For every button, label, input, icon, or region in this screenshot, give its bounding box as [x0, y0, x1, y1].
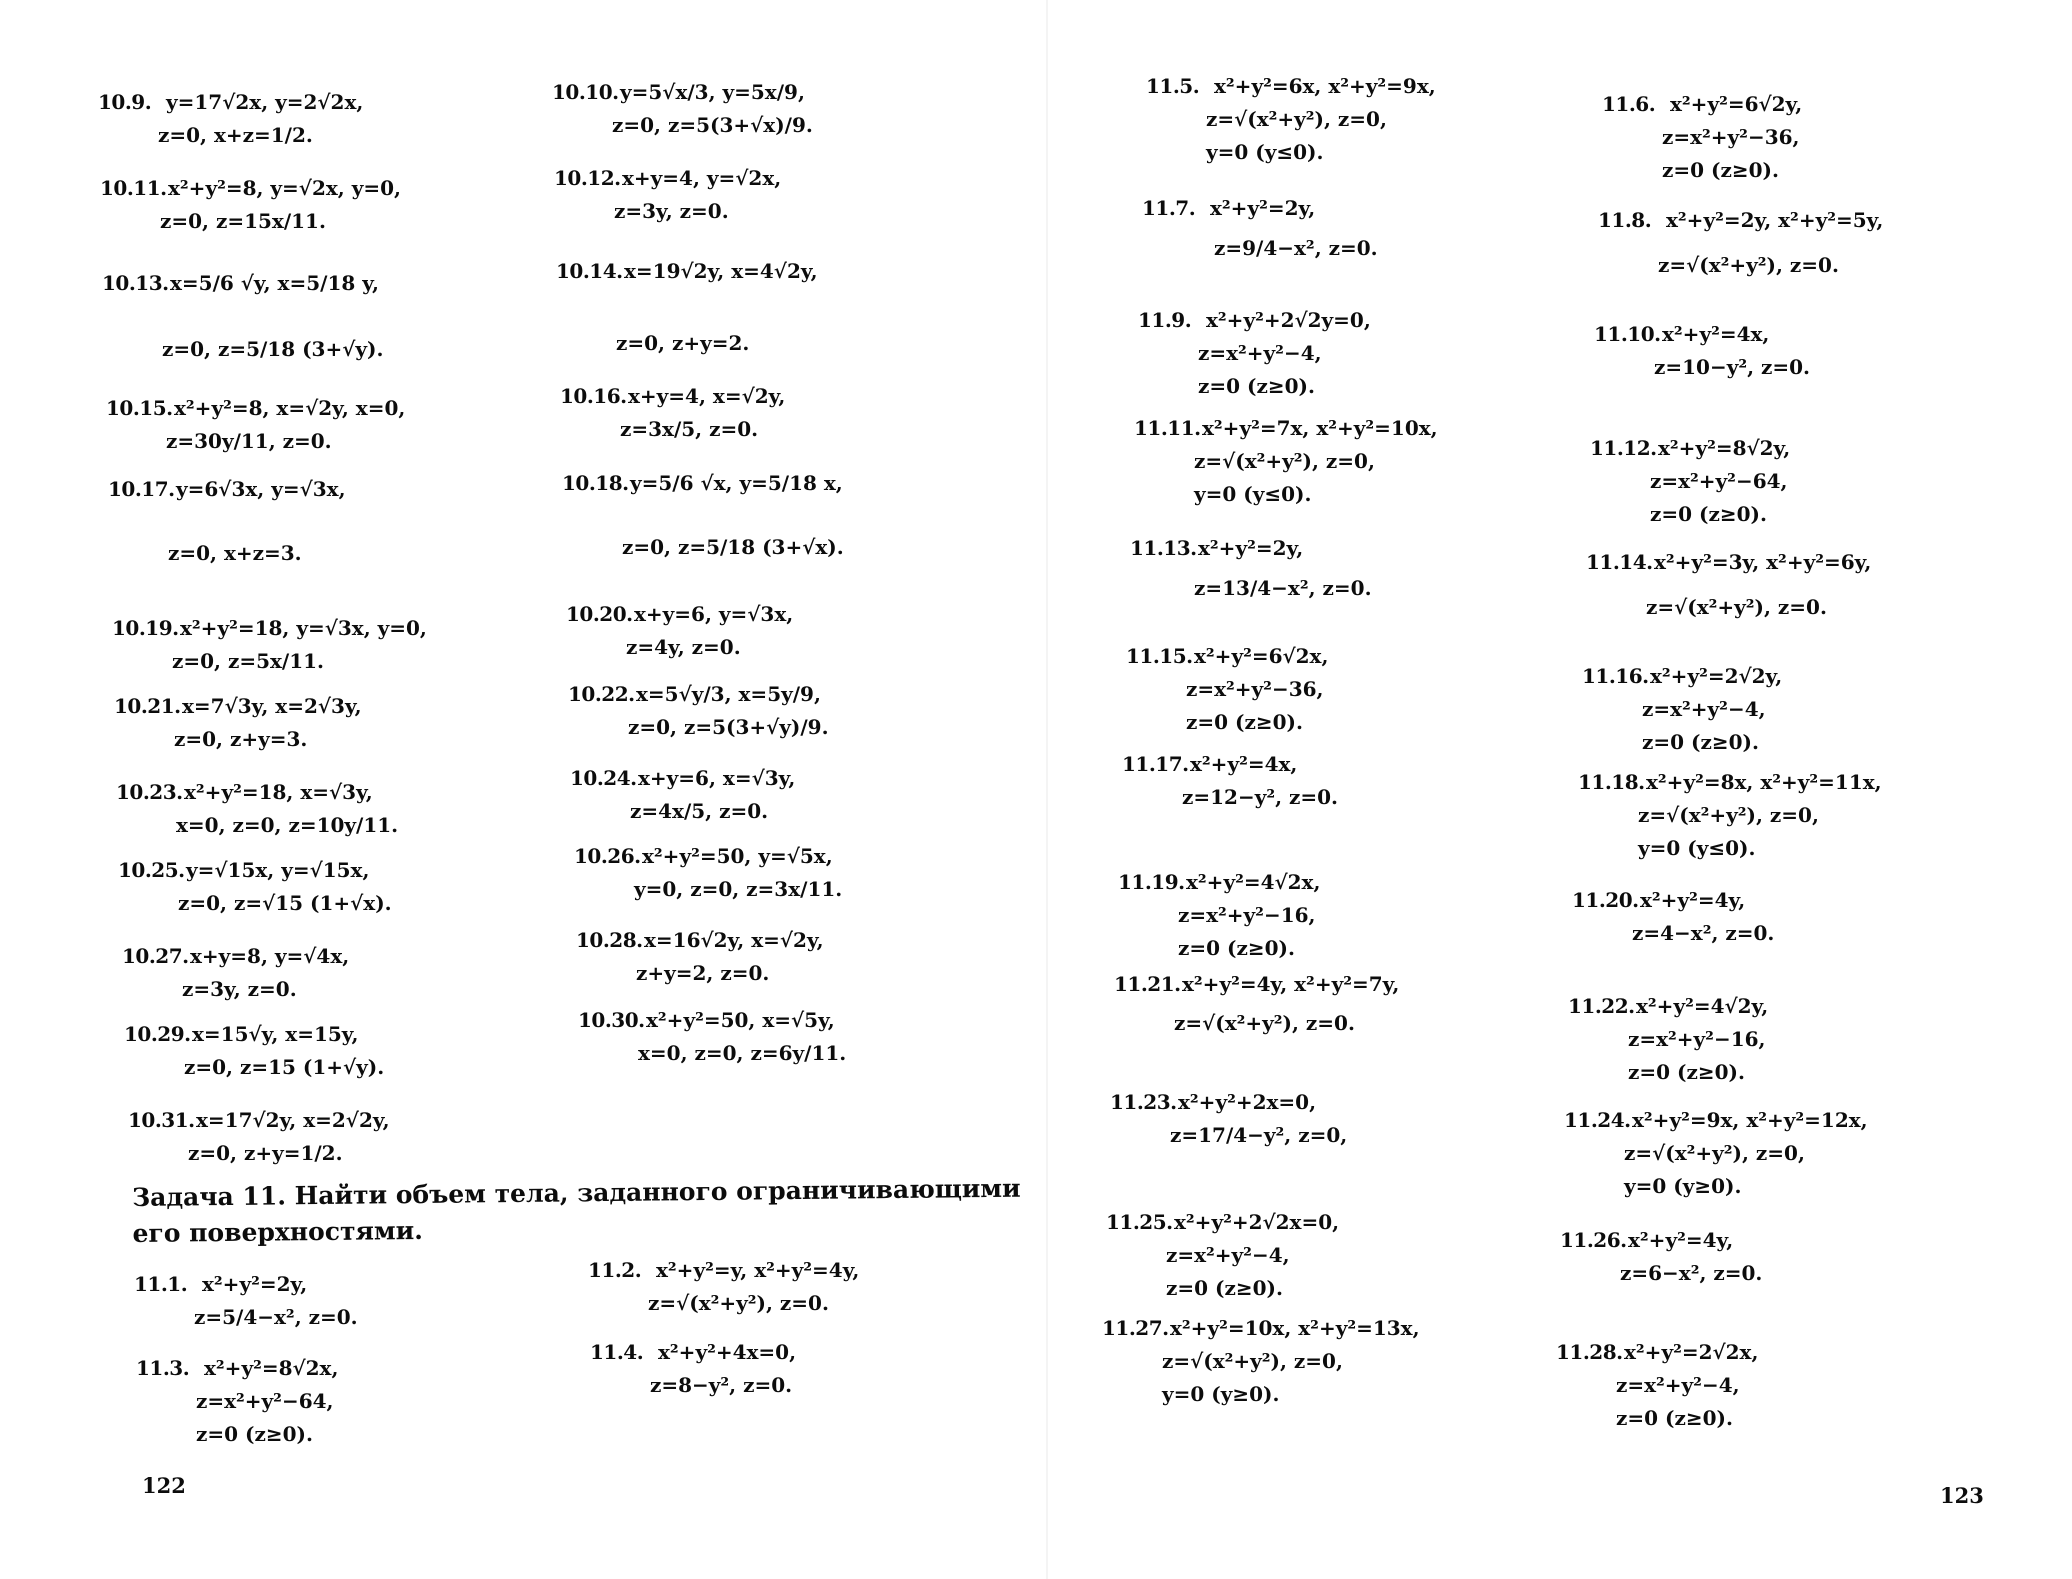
- problem-line: x=0, z=0, z=10y/11.: [176, 813, 399, 837]
- problem-line: z=x²+y²−36,: [1186, 677, 1324, 701]
- problem-number: 10.31.: [128, 1108, 195, 1132]
- problem-line: y=5√x/3, y=5x/9,: [620, 80, 805, 104]
- problem-line: x=19√2y, x=4√2y,: [624, 259, 818, 283]
- problem-10-15: [106, 392, 405, 458]
- page-number: 123: [1940, 1483, 1984, 1508]
- problem-line: z=0 (z≥0).: [196, 1422, 313, 1446]
- problem-line: z=4y, z=0.: [626, 635, 741, 659]
- problem-line: x²+y²=6√2y,: [1670, 92, 1803, 116]
- problem-line: z=0 (z≥0).: [1198, 374, 1315, 398]
- problem-number: 11.6.: [1602, 92, 1656, 116]
- problem-10-17: [108, 468, 346, 574]
- problem-11-17: [1122, 748, 1338, 814]
- problem-line: z=0, x+z=1/2.: [158, 123, 313, 147]
- problem-line: x²+y²=8, y=√2x, y=0,: [168, 176, 401, 200]
- problem-number: 10.19.: [112, 616, 179, 640]
- problem-11-10: [1594, 318, 1810, 384]
- problem-number: 10.26.: [574, 844, 641, 868]
- problem-line: z=0 (z≥0).: [1166, 1276, 1283, 1300]
- problem-line: z=√(x²+y²), z=0,: [1162, 1349, 1343, 1373]
- problem-11-20: [1572, 884, 1774, 950]
- problem-line: z=√(x²+y²), z=0.: [1646, 595, 1827, 619]
- problem-number: 10.25.: [118, 858, 185, 882]
- problem-11-25: [1106, 1206, 1339, 1305]
- problem-line: x²+y²+2√2y=0,: [1206, 308, 1371, 332]
- problem-number: 11.27.: [1102, 1316, 1169, 1340]
- problem-line: z=0 (z≥0).: [1662, 158, 1779, 182]
- problem-line: x²+y²+2√2x=0,: [1174, 1210, 1340, 1234]
- problem-10-23: [116, 776, 398, 842]
- problem-line: z=√(x²+y²), z=0,: [1638, 803, 1819, 827]
- problem-line: z=x²+y²−16,: [1178, 903, 1316, 927]
- problem-line: z=4−x², z=0.: [1632, 921, 1775, 945]
- problem-line: z=5/4−x², z=0.: [194, 1305, 358, 1329]
- problem-line: x²+y²=6√2x,: [1194, 644, 1329, 668]
- problem-line: x=15√y, x=15y,: [192, 1022, 359, 1046]
- problem-line: y=0 (y≥0).: [1624, 1174, 1742, 1198]
- problem-line: x²+y²=18, y=√3x, y=0,: [180, 616, 427, 640]
- problem-11-22: [1568, 990, 1768, 1089]
- problem-line: x²+y²=4y,: [1628, 1228, 1734, 1252]
- problem-line: x²+y²=3y, x²+y²=6y,: [1654, 550, 1872, 574]
- problem-line: y=6√3x, y=√3x,: [176, 477, 346, 501]
- problem-11-18: [1578, 766, 1882, 865]
- problem-10-12: [554, 162, 781, 228]
- right-page: [1050, 0, 2072, 1579]
- problem-line: x²+y²=18, x=√3y,: [184, 780, 373, 804]
- problem-line: y=0 (y≥0).: [1162, 1382, 1280, 1406]
- problem-number: 10.16.: [560, 384, 627, 408]
- problem-10-11: [100, 172, 401, 238]
- problem-number: 10.27.: [122, 944, 189, 968]
- problem-line: z=8−y², z=0.: [650, 1373, 793, 1397]
- problem-line: z=√(x²+y²), z=0,: [1206, 107, 1387, 131]
- problem-line: x+y=8, y=√4x,: [190, 944, 350, 968]
- problem-number: 11.19.: [1118, 870, 1185, 894]
- problem-number: 11.15.: [1126, 644, 1193, 668]
- problem-line: x=7√3y, x=2√3y,: [182, 694, 362, 718]
- problem-11-15: [1126, 640, 1328, 739]
- problem-line: z=0, z+y=3.: [174, 727, 308, 751]
- problem-number: 10.17.: [108, 477, 175, 501]
- problem-line: z=0 (z≥0).: [1642, 730, 1759, 754]
- problem-number: 11.28.: [1556, 1340, 1623, 1364]
- problem-line: z=0, z=5x/11.: [172, 649, 325, 673]
- problem-line: x²+y²=6x, x²+y²=9x,: [1214, 74, 1436, 98]
- problem-number: 11.11.: [1134, 416, 1201, 440]
- problem-11-26: [1560, 1224, 1762, 1290]
- problem-line: z=0, z=5/18 (3+√x).: [622, 535, 844, 559]
- problem-10-31: [128, 1104, 390, 1170]
- problem-line: z=√(x²+y²), z=0,: [1624, 1141, 1805, 1165]
- problem-line: x+y=4, y=√2x,: [622, 166, 782, 190]
- problem-line: x²+y²+4x=0,: [658, 1340, 797, 1364]
- problem-11-13: [1130, 528, 1372, 608]
- problem-11-9: [1138, 304, 1371, 403]
- problem-line: z=√(x²+y²), z=0,: [1194, 449, 1375, 473]
- problem-number: 11.7.: [1142, 196, 1196, 220]
- problem-11-14: [1586, 546, 1871, 624]
- problem-10-29: [124, 1018, 384, 1084]
- problem-line: x=16√2y, x=√2y,: [644, 928, 824, 952]
- problem-number: 11.21.: [1114, 972, 1181, 996]
- problem-line: x²+y²=8x, x²+y²=11x,: [1646, 770, 1882, 794]
- problem-number: 10.18.: [562, 471, 629, 495]
- problem-line: z=x²+y²−4,: [1166, 1243, 1290, 1267]
- problem-11-28: [1556, 1336, 1758, 1435]
- problem-line: z=x²+y²−64,: [196, 1389, 334, 1413]
- problem-number: 11.16.: [1582, 664, 1649, 688]
- problem-number: 11.12.: [1590, 436, 1657, 460]
- problem-number: 10.22.: [568, 682, 635, 706]
- problem-line: z=0 (z≥0).: [1186, 710, 1303, 734]
- problem-line: z=17/4−y², z=0,: [1170, 1123, 1348, 1147]
- problem-number: 10.14.: [556, 259, 623, 283]
- problem-10-20: [566, 598, 793, 664]
- problem-10-13: [102, 262, 383, 370]
- problem-line: y=0 (y≤0).: [1194, 482, 1312, 506]
- problem-line: x²+y²=4√2x,: [1186, 870, 1321, 894]
- problem-number: 11.25.: [1106, 1210, 1173, 1234]
- problem-line: x+y=4, x=√2y,: [628, 384, 786, 408]
- problem-number: 11.22.: [1568, 994, 1635, 1018]
- problem-11-11: [1134, 412, 1438, 511]
- problem-number: 10.21.: [114, 694, 181, 718]
- problem-11-3: [136, 1352, 338, 1451]
- problem-11-21: [1114, 968, 1399, 1040]
- problem-number: 10.11.: [100, 176, 167, 200]
- problem-line: z=x²+y²−4,: [1198, 341, 1322, 365]
- problem-line: z=13/4−x², z=0.: [1194, 576, 1372, 600]
- problem-10-9: [98, 86, 363, 152]
- problem-line: x²+y²=9x, x²+y²=12x,: [1632, 1108, 1868, 1132]
- problem-line: z=4x/5, z=0.: [630, 799, 769, 823]
- problem-line: z=0 (z≥0).: [1616, 1406, 1733, 1430]
- problem-line: x=17√2y, x=2√2y,: [196, 1108, 390, 1132]
- problem-line: z=10−y², z=0.: [1654, 355, 1811, 379]
- problem-line: x²+y²=8√2x,: [204, 1356, 339, 1380]
- problem-number: 11.10.: [1594, 322, 1661, 346]
- problem-11-5: [1146, 70, 1436, 169]
- problem-11-27: [1102, 1312, 1420, 1411]
- problem-10-10: [552, 76, 813, 142]
- problem-line: z=12−y², z=0.: [1182, 785, 1339, 809]
- problem-line: x²+y²=4y, x²+y²=7y,: [1182, 972, 1400, 996]
- problem-line: x²+y²=8, x=√2y, x=0,: [174, 396, 406, 420]
- problem-line: x²+y²=7x, x²+y²=10x,: [1202, 416, 1438, 440]
- problem-line: x²+y²=2y,: [202, 1272, 308, 1296]
- problem-line: z=0, z=5/18 (3+√y).: [162, 337, 384, 361]
- problem-line: z=0, z=5(3+√y)/9.: [628, 715, 829, 739]
- problem-number: 11.8.: [1598, 208, 1652, 232]
- problem-10-26: [574, 840, 842, 906]
- problem-line: x²+y²=4√2y,: [1636, 994, 1769, 1018]
- task-heading: Задача 11. Найти объем тела, заданного ограничивающими его поверхностями.: [132, 1173, 1021, 1248]
- problem-number: 10.13.: [102, 271, 169, 295]
- problem-11-23: [1110, 1086, 1347, 1152]
- problem-line: z=0, z+y=1/2.: [188, 1141, 343, 1165]
- problem-line: z=x²+y²−16,: [1628, 1027, 1766, 1051]
- problem-11-2: [588, 1254, 859, 1320]
- problem-line: y=17√2x, y=2√2x,: [166, 90, 364, 114]
- problem-number: 11.1.: [134, 1272, 188, 1296]
- problem-line: z=x²+y²−4,: [1616, 1373, 1740, 1397]
- problem-line: x²+y²=50, x=√5y,: [646, 1008, 835, 1032]
- problem-10-18: [562, 462, 844, 568]
- problem-line: z=30y/11, z=0.: [166, 429, 332, 453]
- problem-10-30: [578, 1004, 846, 1070]
- problem-10-24: [570, 762, 795, 828]
- problem-10-19: [112, 612, 427, 678]
- problem-number: 11.9.: [1138, 308, 1192, 332]
- problem-line: x²+y²=8√2y,: [1658, 436, 1791, 460]
- problem-line: z=x²+y²−36,: [1662, 125, 1800, 149]
- problem-number: 11.14.: [1586, 550, 1653, 574]
- problem-line: z=3y, z=0.: [182, 977, 297, 1001]
- problem-line: x=5√y/3, x=5y/9,: [636, 682, 821, 706]
- problem-line: z+y=2, z=0.: [636, 961, 770, 985]
- problem-line: x²+y²=10x, x²+y²=13x,: [1170, 1316, 1420, 1340]
- problem-line: y=0, z=0, z=3x/11.: [634, 877, 843, 901]
- problem-line: z=0 (z≥0).: [1650, 502, 1767, 526]
- problem-11-24: [1564, 1104, 1868, 1203]
- problem-number: 11.4.: [590, 1340, 644, 1364]
- problem-10-28: [576, 924, 824, 990]
- problem-line: x+y=6, y=√3x,: [634, 602, 794, 626]
- problem-line: z=0, z=√15 (1+√x).: [178, 891, 392, 915]
- problem-11-8: [1598, 204, 1883, 282]
- problem-number: 11.5.: [1146, 74, 1200, 98]
- problem-10-25: [118, 854, 392, 920]
- problem-number: 10.29.: [124, 1022, 191, 1046]
- problem-line: z=3y, z=0.: [614, 199, 729, 223]
- problem-number: 10.9.: [98, 90, 152, 114]
- problem-number: 11.23.: [1110, 1090, 1177, 1114]
- problem-number: 10.15.: [106, 396, 173, 420]
- problem-number: 11.2.: [588, 1258, 642, 1282]
- problem-number: 10.12.: [554, 166, 621, 190]
- problem-11-16: [1582, 660, 1782, 759]
- problem-line: x²+y²+2x=0,: [1178, 1090, 1317, 1114]
- problem-10-16: [560, 380, 785, 446]
- problem-line: x²+y²=2y, x²+y²=5y,: [1666, 208, 1884, 232]
- problem-number: 11.20.: [1572, 888, 1639, 912]
- problem-line: x²+y²=4x,: [1190, 752, 1298, 776]
- problem-number: 10.10.: [552, 80, 619, 104]
- problem-line: x²+y²=50, y=√5x,: [642, 844, 833, 868]
- problem-line: x²+y²=2√2x,: [1624, 1340, 1759, 1364]
- problem-number: 11.26.: [1560, 1228, 1627, 1252]
- problem-line: x²+y²=y, x²+y²=4y,: [656, 1258, 860, 1282]
- problem-line: z=x²+y²−64,: [1650, 469, 1788, 493]
- problem-10-14: [556, 250, 818, 364]
- problem-10-22: [568, 678, 829, 744]
- problem-number: 10.23.: [116, 780, 183, 804]
- problem-line: z=√(x²+y²), z=0.: [1174, 1011, 1355, 1035]
- problem-line: y=5/6 √x, y=5/18 x,: [630, 471, 843, 495]
- problem-line: x²+y²=2√2y,: [1650, 664, 1783, 688]
- problem-number: 10.24.: [570, 766, 637, 790]
- problem-11-19: [1118, 866, 1320, 965]
- problem-line: x²+y²=4x,: [1662, 322, 1770, 346]
- problem-line: x=5/6 √y, x=5/18 y,: [170, 271, 379, 295]
- problem-line: z=0, z=5(3+√x)/9.: [612, 113, 813, 137]
- problem-number: 11.17.: [1122, 752, 1189, 776]
- problem-line: z=0 (z≥0).: [1178, 936, 1295, 960]
- problem-line: x²+y²=2y,: [1210, 196, 1316, 220]
- problem-line: z=9/4−x², z=0.: [1214, 236, 1378, 260]
- problem-line: z=0 (z≥0).: [1628, 1060, 1745, 1084]
- problem-number: 10.20.: [566, 602, 633, 626]
- problem-number: 11.3.: [136, 1356, 190, 1380]
- problem-line: x=0, z=0, z=6y/11.: [638, 1041, 847, 1065]
- problem-line: y=0 (y≤0).: [1638, 836, 1756, 860]
- problem-number: 11.13.: [1130, 536, 1197, 560]
- problem-11-12: [1590, 432, 1790, 531]
- problem-10-21: [114, 690, 362, 756]
- page-number: 122: [142, 1473, 186, 1498]
- problem-line: z=0, z=15 (1+√y).: [184, 1055, 385, 1079]
- problem-line: x²+y²=4y,: [1640, 888, 1746, 912]
- problem-number: 11.24.: [1564, 1108, 1631, 1132]
- problem-line: z=3x/5, z=0.: [620, 417, 759, 441]
- problem-line: x²+y²=2y,: [1198, 536, 1304, 560]
- problem-11-6: [1602, 88, 1802, 187]
- problem-number: 11.18.: [1578, 770, 1645, 794]
- problem-line: x+y=6, x=√3y,: [638, 766, 796, 790]
- problem-line: z=0, z+y=2.: [616, 331, 750, 355]
- problem-line: z=0, z=15x/11.: [160, 209, 326, 233]
- problem-10-27: [122, 940, 349, 1006]
- problem-line: z=0, x+z=3.: [168, 541, 302, 565]
- problem-line: z=√(x²+y²), z=0.: [1658, 253, 1839, 277]
- problem-11-7: [1142, 188, 1378, 268]
- problem-number: 10.28.: [576, 928, 643, 952]
- problem-line: z=√(x²+y²), z=0.: [648, 1291, 829, 1315]
- problem-line: y=√15x, y=√15x,: [186, 858, 370, 882]
- problem-line: y=0 (y≤0).: [1206, 140, 1324, 164]
- problem-11-4: [590, 1336, 796, 1402]
- problem-line: z=x²+y²−4,: [1642, 697, 1766, 721]
- problem-line: z=6−x², z=0.: [1620, 1261, 1763, 1285]
- problem-number: 10.30.: [578, 1008, 645, 1032]
- problem-11-1: [134, 1268, 358, 1334]
